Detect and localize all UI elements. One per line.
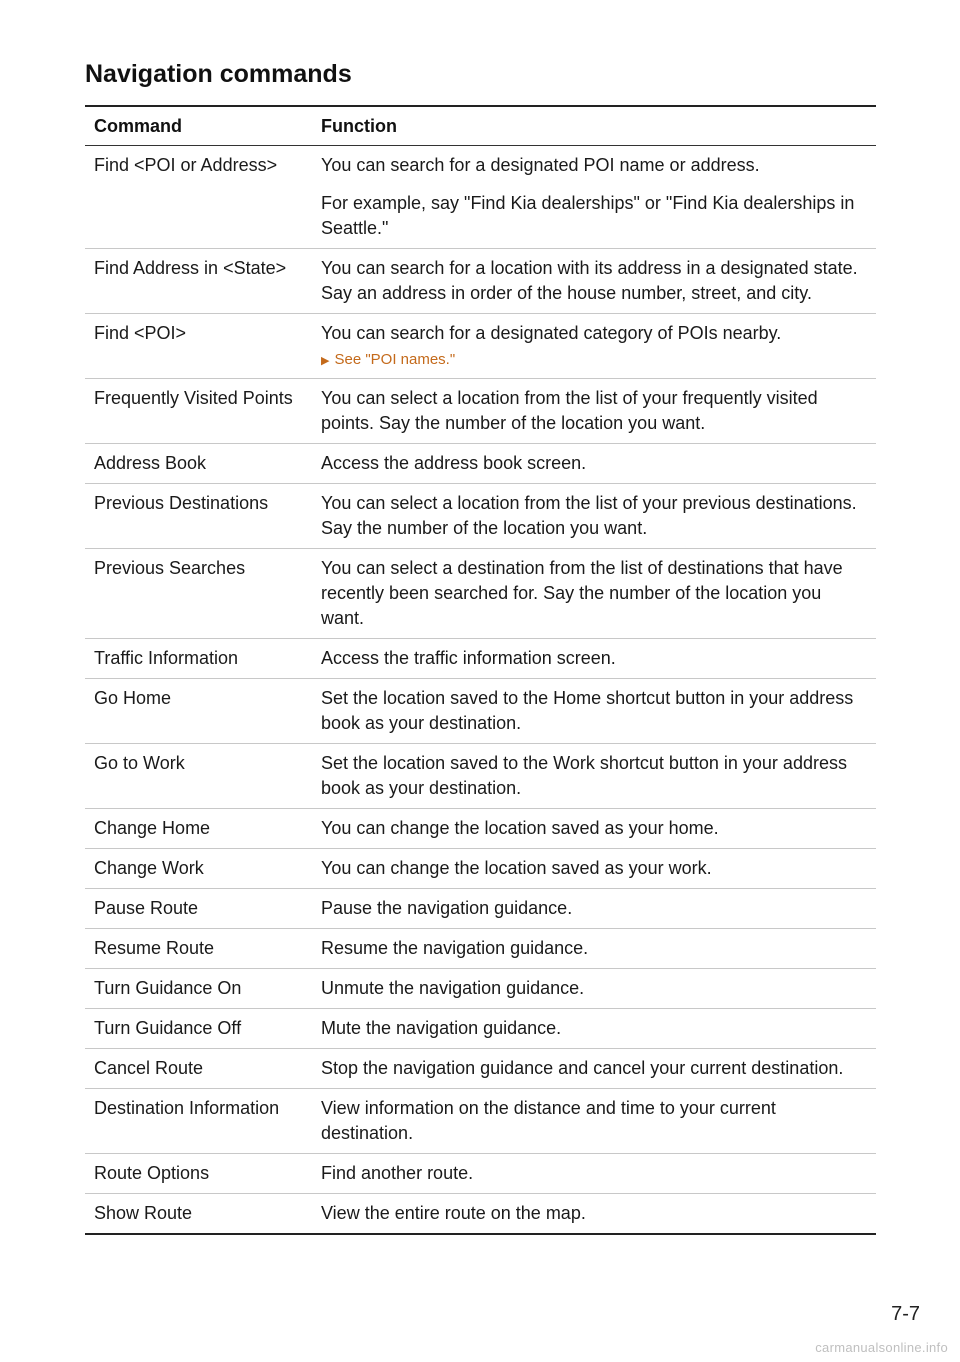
- function-text: Find another route.: [321, 1163, 474, 1183]
- function-text: Resume the navigation guidance.: [321, 938, 589, 958]
- function-text: Stop the navigation guidance and cancel your current destination.: [321, 1058, 844, 1078]
- table-row: [85, 809, 876, 849]
- function-cell: [312, 809, 876, 849]
- command-cell: Pause Route: [85, 889, 312, 929]
- command-cell: Route Options: [85, 1154, 312, 1194]
- function-cell: [312, 889, 876, 929]
- function-cell: [312, 1049, 876, 1089]
- command-cell: Resume Route: [85, 929, 312, 969]
- table-row: [85, 146, 876, 249]
- table-row: [85, 549, 876, 639]
- command-cell: Previous Searches: [85, 549, 312, 639]
- function-cell: [312, 314, 876, 379]
- function-text: For example, say "Find Kia dealerships" or "Find Kia dealerships in Seattle.": [321, 193, 855, 238]
- command-cell: Frequently Visited Points: [85, 379, 312, 444]
- see-reference-text: See "POI names.": [334, 351, 456, 368]
- command-cell: Change Work: [85, 849, 312, 889]
- function-cell: [312, 849, 876, 889]
- function-cell: [312, 929, 876, 969]
- table-row: [85, 379, 876, 444]
- command-cell: Show Route: [94, 1203, 193, 1223]
- command-cell: Traffic Information: [85, 639, 312, 679]
- command-cell: Turn Guidance Off: [85, 1009, 312, 1049]
- triangle-right-icon: ▶: [321, 355, 330, 367]
- command-cell: Go to Work: [85, 744, 312, 809]
- function-cell: [312, 484, 876, 549]
- function-text: View information on the distance and time to your current destination.: [321, 1098, 776, 1143]
- page-title: Navigation commands: [85, 60, 352, 88]
- table-row: [85, 679, 876, 744]
- command-cell: Turn Guidance On: [85, 969, 312, 1009]
- function-cell: [312, 639, 876, 679]
- table-row: [85, 889, 876, 929]
- function-text: You can search for a designated POI name or address.: [321, 155, 760, 175]
- function-text: Access the traffic information screen.: [321, 648, 616, 668]
- table-header-row: [85, 106, 876, 146]
- function-text: You can change the location saved as your home.: [321, 818, 719, 838]
- function-text: Mute the navigation guidance.: [321, 1018, 562, 1038]
- table-row: [85, 484, 876, 549]
- command-cell: Destination Information: [85, 1089, 312, 1154]
- command-cell: Cancel Route: [85, 1049, 312, 1089]
- command-cell: Change Home: [85, 809, 312, 849]
- table-row: [85, 929, 876, 969]
- function-text: You can search for a location with its address in a designated state. Say an address in order of the house number, street, and city.: [321, 258, 858, 303]
- function-cell: [312, 379, 876, 444]
- function-text: Access the address book screen.: [321, 453, 587, 473]
- table-row: [85, 314, 876, 379]
- function-cell: [312, 549, 876, 639]
- function-text: Set the location saved to the Work shortcut button in your address book as your destination.: [321, 753, 847, 798]
- table-row: [85, 249, 876, 314]
- function-text: Set the location saved to the Home shortcut button in your address book as your destination.: [321, 688, 854, 733]
- table-row: [85, 639, 876, 679]
- function-text: You can search for a designated category of POIs nearby.: [321, 323, 782, 343]
- table-row: [85, 1154, 876, 1194]
- command-cell: Go Home: [85, 679, 312, 744]
- function-cell: [312, 679, 876, 744]
- function-text: Unmute the navigation guidance.: [321, 978, 585, 998]
- function-cell: [312, 1089, 876, 1154]
- function-text: You can change the location saved as your work.: [321, 858, 712, 878]
- commands-table: [85, 105, 876, 1235]
- function-cell: [312, 969, 876, 1009]
- function-text: View the entire route on the map.: [321, 1203, 586, 1223]
- function-text: You can select a location from the list of your previous destinations. Say the number of the location you want.: [321, 493, 857, 538]
- function-cell: [312, 1194, 876, 1235]
- function-text: You can select a location from the list of your frequently visited points. Say the number of the location you want.: [321, 388, 818, 433]
- page-number: 7-7: [891, 1303, 920, 1325]
- function-text: Pause the navigation guidance.: [321, 898, 573, 918]
- function-cell: [312, 1154, 876, 1194]
- function-cell: [312, 444, 876, 484]
- command-cell: Address Book: [85, 444, 312, 484]
- table-row: [85, 744, 876, 809]
- command-cell: Find <POI or Address>: [85, 146, 312, 249]
- command-cell: Find Address in <State>: [85, 249, 312, 314]
- function-cell: [312, 1009, 876, 1049]
- column-header-command: Command: [85, 106, 312, 146]
- table-row: [85, 1049, 876, 1089]
- table-row: [85, 1009, 876, 1049]
- table-row: [85, 1194, 876, 1235]
- command-cell: Previous Destinations: [85, 484, 312, 549]
- function-text: You can select a destination from the list of destinations that have recently been searched for. Say the number of the location you want.: [321, 558, 843, 628]
- see-reference: [321, 350, 867, 371]
- command-cell: Find <POI>: [85, 314, 312, 379]
- table-body: [85, 146, 876, 1235]
- function-cell: [312, 146, 876, 249]
- table-row: [85, 849, 876, 889]
- table-row: [85, 969, 876, 1009]
- column-header-function: Function: [312, 106, 876, 146]
- watermark: carmanualsonline.info: [815, 1340, 948, 1355]
- table-row: [85, 444, 876, 484]
- function-cell: [312, 744, 876, 809]
- table-row: [85, 1089, 876, 1154]
- function-cell: [312, 249, 876, 314]
